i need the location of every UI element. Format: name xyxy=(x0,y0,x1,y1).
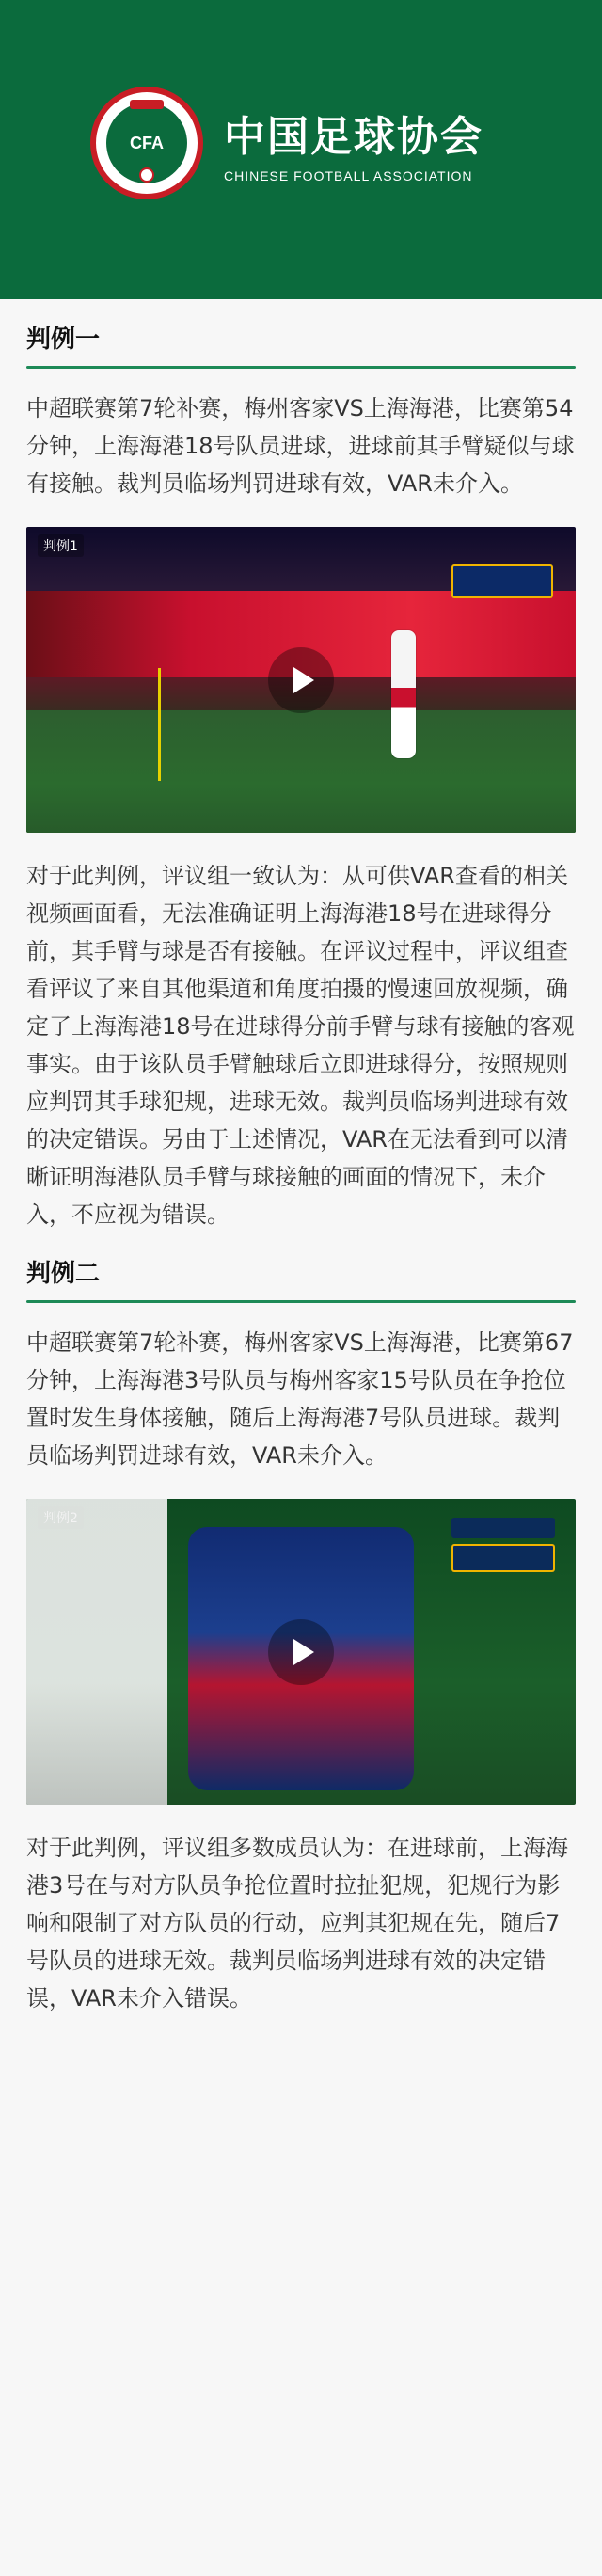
video-label: 判例1 xyxy=(38,534,84,557)
player xyxy=(391,630,416,758)
scoreboard xyxy=(452,1544,555,1572)
header xyxy=(0,0,602,299)
brand xyxy=(224,103,483,183)
play-icon xyxy=(293,667,314,693)
case-1 xyxy=(0,299,602,1233)
logo xyxy=(90,87,483,199)
play-icon xyxy=(293,1639,314,1665)
case-2 xyxy=(0,1233,602,2055)
case-2-video[interactable] xyxy=(26,1499,576,1805)
case-1-intro: 中超联赛第7轮补赛，梅州客家VS上海海港，比赛第54分钟，上海海港18号队员进球，进球前其手臂疑似与球有接触。裁判员临场判罚进球有效，VAR未介入。 xyxy=(26,395,575,497)
case-2-rule xyxy=(26,1300,576,1303)
emblem-text: CFA xyxy=(130,133,164,152)
player-left xyxy=(26,1499,167,1805)
ball-icon xyxy=(139,167,154,183)
emblem-top xyxy=(130,100,164,109)
case-2-title: 判例二 xyxy=(26,1260,101,1288)
brand-en: CHINESE FOOTBALL ASSOCIATION xyxy=(224,168,473,183)
footer-space xyxy=(0,2017,602,2055)
tv-tag xyxy=(452,1518,555,1538)
play-button[interactable] xyxy=(268,1619,334,1685)
scoreboard xyxy=(452,564,553,598)
field xyxy=(26,710,576,833)
brand-cn: 中国足球协会 xyxy=(224,113,483,161)
case-1-analysis: 对于此判例，评议组一致认为：从可供VAR查看的相关视频画面看，无法准确证明上海海港18号在进球得分前，其手臂与球是否有接触。在评议过程中，评议组查看评议了来自其他渠道和角度拍摄的慢速回放视频，确定了上海海港18号在进球得分前手臂与球有接触的客观事实。由于该队员手臂触球后立即进球得分，按照规则应判罚其手球犯规，进球无效。裁判员临场判进球有效的决定错误。另由于上述情况，VAR在无法看到可以清晰证明海港队员手臂与球接触的画面的情况下，未介入，不应视为错误。 xyxy=(26,863,575,1228)
case-2-intro: 中超联赛第7轮补赛，梅州客家VS上海海港，比赛第67分钟，上海海港3号队员与梅州客家15号队员在争抢位置时发生身体接触，随后上海海港7号队员进球。裁判员临场判罚进球有效，VAR未介入。 xyxy=(26,1329,574,1469)
cfa-emblem-icon xyxy=(90,87,203,199)
case-1-video[interactable] xyxy=(26,527,576,833)
corner-flag xyxy=(158,668,161,781)
case-1-title: 判例一 xyxy=(26,326,101,354)
case-2-analysis: 对于此判例，评议组多数成员认为：在进球前，上海海港3号在与对方队员争抢位置时拉扯犯规，犯规行为影响和限制了对方队员的行动，应判其犯规在先，随后7号队员的进球无效。裁判员临场判进球有效的决定错误，VAR未介入错误。 xyxy=(26,1835,568,2012)
case-1-rule xyxy=(26,366,576,369)
play-button[interactable] xyxy=(268,647,334,713)
